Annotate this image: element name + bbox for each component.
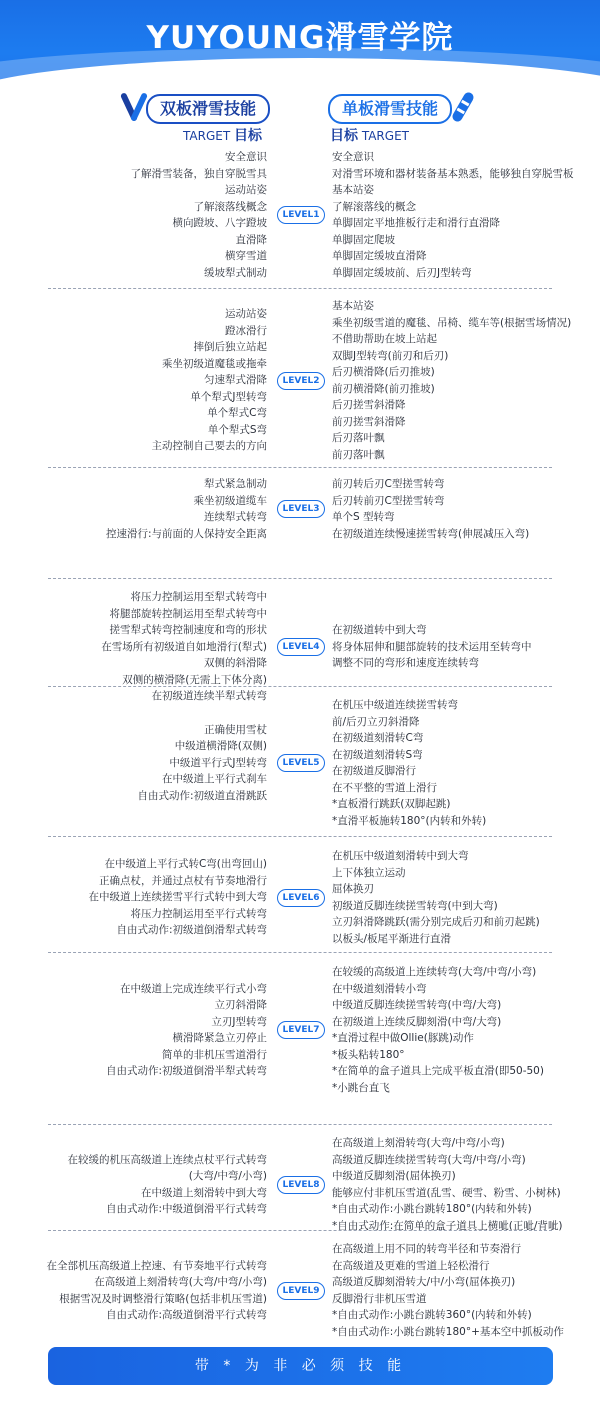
snowboard-goals <box>332 1241 564 1340</box>
snowboard-goal-item: *自由式动作:小跳台跳转360°(内转和外转) <box>332 1309 532 1321</box>
snowboard-goal-item: 后刃搓雪斜滑降 <box>332 399 406 411</box>
double-ski-goals <box>106 981 267 1080</box>
snowboard-goal-item: 前刃横滑降(前刃推坡) <box>332 382 435 395</box>
snowboard-goal-item: 后刃落叶飘 <box>332 432 385 444</box>
double-ski-goal-item: 立刃斜滑降 <box>214 999 267 1011</box>
snowboard-goal-item: 立刃斜滑降跳跃(需分别完成后刃和前刃起跳) <box>332 916 540 928</box>
snowboard-goal-item: *自由式动作:小跳台跳转180°+基本空中抓板动作 <box>332 1325 564 1338</box>
double-ski-goal-item: 将压力控制运用至犁式转弯中 <box>130 591 267 603</box>
level-divider <box>48 467 552 468</box>
double-ski-goal-item: 在中级道上完成连续平行式小弯 <box>120 982 267 995</box>
snowboard-goal-item: 中级道反脚刻滑(屈体换刃) <box>332 1170 456 1182</box>
snowboard-goal-item: 初级道反脚连续搓雪转弯(中到大弯) <box>332 899 498 912</box>
double-ski-goal-item: 控速滑行:与前面的人保持安全距离 <box>105 527 267 540</box>
target-label-left <box>183 125 262 145</box>
snowboard-goal-item: 对滑雪环境和器材装备基本熟悉，能够独自穿脱雪板 <box>332 167 574 180</box>
double-ski-goal-item: 单个犁式C弯 <box>207 407 267 420</box>
snowboard-goal-item: 单脚固定缓坡前、后刃J型转弯 <box>332 266 472 279</box>
level-badge: LEVEL8 <box>277 1176 325 1194</box>
double-ski-goal-item: 根据雪况及时调整滑行策略(包括非机压雪道) <box>59 1292 267 1305</box>
double-ski-goals <box>68 1152 268 1218</box>
double-ski-goal-item: 正确使用雪杖 <box>204 723 267 736</box>
double-ski-goal-item: 在中级道上平行式刹车 <box>162 773 267 786</box>
double-ski-goal-item: (大弯/中弯/小弯) <box>188 1170 267 1182</box>
double-ski-goal-item: 自由式动作:初级道倒滑犁式转弯 <box>116 924 267 937</box>
snowboard-goals <box>332 1135 563 1234</box>
snowboard-goal-item: 安全意识 <box>332 151 374 163</box>
snowboard-goal-item: 在高级道上刻滑转弯(大弯/中弯/小弯) <box>332 1137 505 1149</box>
header-banner <box>0 0 600 88</box>
double-ski-goal-item: 在中级道上连续搓雪平行式转中到大弯 <box>88 891 267 904</box>
double-ski-goal-item: 在较缓的机压高级道上连续点杖平行式转弯 <box>67 1153 267 1166</box>
snowboard-goal-item: 在初级道刻滑转C弯 <box>332 732 424 744</box>
double-ski-goals <box>89 856 268 939</box>
snowboard-goal-item: *板头粘转180° <box>332 1048 405 1061</box>
level-badge: LEVEL2 <box>277 372 325 390</box>
double-ski-goal-item: 中级道平行式J型转弯 <box>169 756 267 769</box>
double-ski-goal-item: 正确点杖，并通过点杖有节奏地滑行 <box>99 874 267 887</box>
snowboard-goal-item: 单脚固定平地推板行走和滑行直滑降 <box>332 217 500 229</box>
double-ski-goal-item: 摔倒后独立站起 <box>193 341 267 354</box>
page-title: YUYOUNG滑雪学院 <box>146 20 454 56</box>
snowboard-goal-item: *直板滑行跳跃(双脚起跳) <box>332 798 451 810</box>
level-divider <box>48 686 552 687</box>
level-badge: LEVEL5 <box>277 754 325 772</box>
double-ski-goal-item: 横穿雪道 <box>225 250 267 262</box>
double-ski-goal-item: 自由式动作:初级道直滑跳跃 <box>137 789 267 802</box>
snowboard-goal-item: 调整不同的弯形和速度连续转弯 <box>332 657 479 669</box>
level-divider <box>48 288 552 289</box>
double-ski-goal-item: 双侧的横滑降(无需上下体分离) <box>122 673 267 686</box>
level-badge: LEVEL7 <box>277 1021 325 1039</box>
target-en-left: TARGET <box>183 129 231 143</box>
snowboard-goal-item: 乘坐初级雪道的魔毯、吊椅、缆车等(根据雪场情况) <box>332 316 572 329</box>
snowboard-goal-item: 在较缓的高级道上连续转弯(大弯/中弯/小弯) <box>332 966 537 978</box>
snowboard-goal-item: 后刃转前刃C型搓雪转弯 <box>332 494 445 507</box>
snowboard-goal-item: 在不平整的雪道上滑行 <box>332 781 437 794</box>
level-badge: LEVEL6 <box>277 889 325 907</box>
snowboard-goal-item: 双脚J型转弯(前刃和后刃) <box>332 349 449 362</box>
double-ski-goal-item: 缓坡犁式制动 <box>204 266 267 279</box>
snowboard-skills-label: 单板滑雪技能 <box>328 94 452 124</box>
snowboard-goal-item: 在初级道连续慢速搓雪转弯(伸展减压入弯) <box>332 527 530 540</box>
snowboard-goals <box>332 964 544 1096</box>
snowboard-goal-item: 在初级道上连续反脚刻滑(中弯/大弯) <box>332 1015 502 1028</box>
double-ski-goal-item: 在全部机压高级道上控速、有节奏地平行式转弯 <box>46 1259 267 1272</box>
snowboard-goal-item: 上下体独立运动 <box>332 866 406 879</box>
snowboard-goals <box>332 149 574 281</box>
snowboard-goal-item: 高级道反脚连续搓雪转弯(大弯/中弯/小弯) <box>332 1153 526 1166</box>
double-ski-skills-label: 双板滑雪技能 <box>146 94 270 124</box>
level-divider <box>48 952 552 953</box>
double-ski-goals <box>106 476 267 542</box>
double-ski-column-header <box>0 88 290 154</box>
snowboard-goal-item: 能够应付非机压雪道(乱雪、硬雪、粉雪、小树林) <box>332 1186 561 1199</box>
snowboard-goal-item: 单脚固定缓坡直滑降 <box>332 250 427 262</box>
double-ski-goal-item: 乘坐初级道魔毯或拖牵 <box>162 357 267 370</box>
double-ski-goal-item: 了解滚落线概念 <box>193 200 267 213</box>
double-ski-goal-item: 搓雪犁式转弯控制速度和弯的形状 <box>109 624 267 636</box>
snowboard-goal-item: 单个S 型转弯 <box>332 511 395 523</box>
level-badge: LEVEL3 <box>277 500 325 518</box>
double-ski-goal-item: 运动站姿 <box>225 308 267 321</box>
snowboard-goal-item: 单脚固定爬坡 <box>332 233 395 246</box>
double-ski-goals <box>131 149 268 281</box>
double-ski-goal-item: 安全意识 <box>225 151 267 163</box>
level-divider <box>48 578 552 579</box>
snowboard-goal-item: *自由式动作:在简单的盒子道具上横呲(正呲/背呲) <box>332 1219 563 1232</box>
snowboard-goal-item: 了解滚落线的概念 <box>332 200 416 213</box>
snowboard-goal-item: 前刃转后刃C型搓雪转弯 <box>332 478 445 490</box>
snowboard-goal-item: 反脚滑行非机压雪道 <box>332 1292 427 1305</box>
snowboard-goal-item: *在简单的盒子道具上完成平板直滑(即50-50) <box>332 1065 544 1077</box>
double-ski-goal-item: 在中级道上平行式转C弯(出弯回山) <box>104 858 267 871</box>
snowboard-column-header <box>300 88 600 154</box>
double-ski-goal-item: 双侧的斜滑降 <box>204 657 267 669</box>
double-ski-goal-item: 在中级道上刻滑转中到大弯 <box>141 1186 267 1199</box>
double-ski-goal-item: 在雪场所有初级道自如地滑行(犁式) <box>101 640 267 653</box>
snowboard-goal-item: *小跳台直飞 <box>332 1081 390 1094</box>
snowboard-goal-item: 在初级道刻滑转S弯 <box>332 748 423 761</box>
double-ski-goal-item: 自由式动作:中级道倒滑平行式转弯 <box>105 1203 267 1215</box>
snowboard-goal-item: 屈体换刃 <box>332 883 374 895</box>
snowboard-goal-item: 在高级道及更难的雪道上轻松滑行 <box>332 1259 490 1272</box>
snowboard-goal-item: 高级道反脚刻滑转大/中/小弯(屈体换刃) <box>332 1276 516 1288</box>
double-ski-goal-item: 简单的非机压雪道滑行 <box>162 1048 267 1061</box>
snowboard-goals <box>332 476 529 542</box>
snowboard-goal-item: 以板头/板尾平渐进行直滑 <box>332 932 452 945</box>
double-ski-goal-item: 蹬冰滑行 <box>225 324 267 337</box>
snowboard-goal-item: 前刃落叶飘 <box>332 448 385 461</box>
double-ski-goal-item: 横滑降紧急立刃停止 <box>172 1032 267 1044</box>
double-ski-goals <box>101 589 267 705</box>
snowboard-goal-item: 在中级道刻滑转小弯 <box>332 982 427 995</box>
level-divider <box>48 1124 552 1125</box>
level-badge: LEVEL9 <box>277 1282 325 1300</box>
snowboard-goals <box>332 848 540 947</box>
double-ski-goals <box>137 722 267 805</box>
target-en-right: TARGET <box>361 129 409 143</box>
level-badge: LEVEL4 <box>277 638 325 656</box>
double-ski-goal-item: 在高级道上刻滑转弯(大弯/中弯/小弯) <box>94 1276 267 1288</box>
snowboard-goal-item: 中级道反脚连续搓雪转弯(中弯/大弯) <box>332 999 502 1011</box>
snowboard-goal-item: *直滑过程中做Ollie(豚跳)动作 <box>332 1032 474 1044</box>
snowboard-goals <box>332 298 571 463</box>
double-ski-goal-item: 匀速犁式滑降 <box>204 374 267 387</box>
snowboard-goal-item: 前刃搓雪斜滑降 <box>332 415 406 428</box>
double-ski-goal-item: 立刃J型转弯 <box>211 1015 267 1028</box>
snowboard-goal-item: *自由式动作:小跳台跳转180°(内转和外转) <box>332 1203 532 1215</box>
snowboard-goal-item: 基本站姿 <box>332 184 374 196</box>
snowboard-goal-item: 在初级道转中到大弯 <box>332 624 427 636</box>
double-ski-goals <box>152 306 268 455</box>
double-ski-goal-item: 连续犁式转弯 <box>204 511 267 523</box>
level-badge: LEVEL1 <box>277 206 325 224</box>
double-ski-goal-item: 自由式动作:初级道倒滑半犁式转弯 <box>105 1065 267 1077</box>
snowboard-goal-item: 在高级道上用不同的转弯半径和节奏滑行 <box>332 1243 521 1255</box>
double-ski-goal-item: 主动控制自己要去的方向 <box>151 440 267 453</box>
snowboard-goal-item: *直滑平板施转180°(内转和外转) <box>332 814 487 827</box>
snowboard-icon <box>448 90 478 124</box>
snowboard-goal-item: 基本站姿 <box>332 300 374 312</box>
footer-note: 带 * 为 非 必 须 技 能 <box>48 1347 553 1385</box>
double-ski-goal-item: 了解滑雪装备，独自穿脱雪具 <box>130 167 267 180</box>
snowboard-goal-item: 在初级道反脚滑行 <box>332 765 416 777</box>
snowboard-goal-item: 后刃横滑降(后刃推坡) <box>332 366 435 378</box>
double-ski-goal-item: 在初级道连续半犁式转弯 <box>151 690 267 702</box>
level-divider <box>48 836 552 837</box>
double-ski-goal-item: 中级道横滑降(双侧) <box>174 740 267 753</box>
snowboard-goal-item: 不借助帮助在坡上站起 <box>332 333 437 345</box>
level-divider <box>48 1230 552 1231</box>
double-ski-goals <box>47 1258 268 1324</box>
snowboard-goal-item: 将身体屈伸和腿部旋转的技术运用至转弯中 <box>332 640 532 653</box>
double-ski-goal-item: 自由式动作:高级道倒滑平行式转弯 <box>105 1309 267 1321</box>
double-ski-goal-item: 乘坐初级道缆车 <box>193 494 267 507</box>
double-ski-goal-item: 将压力控制运用至平行式转弯 <box>130 907 267 920</box>
double-ski-goal-item: 将腿部旋转控制运用至犁式转弯中 <box>109 607 267 620</box>
snowboard-goals <box>332 697 486 829</box>
snowboard-goal-item: 在机压中级道刻滑转中到大弯 <box>332 850 469 862</box>
double-ski-goal-item: 横向蹬坡、八字蹬坡 <box>172 217 267 229</box>
target-cn-right: 目标 <box>330 128 358 144</box>
snowboard-goals <box>332 622 532 672</box>
double-ski-goal-item: 单个犁式S弯 <box>207 423 267 436</box>
snowboard-goal-item: 在机压中级道连续搓雪转弯 <box>332 699 458 711</box>
double-ski-goal-item: 运动站姿 <box>225 184 267 196</box>
target-cn-left: 目标 <box>234 128 262 144</box>
double-ski-goal-item: 直滑降 <box>235 233 267 246</box>
target-label-right <box>330 125 409 145</box>
double-ski-goal-item: 犁式紧急制动 <box>204 478 267 490</box>
snowboard-goal-item: 前/后刃立刃斜滑降 <box>332 715 420 728</box>
double-ski-goal-item: 单个犁式J型转弯 <box>190 390 267 403</box>
